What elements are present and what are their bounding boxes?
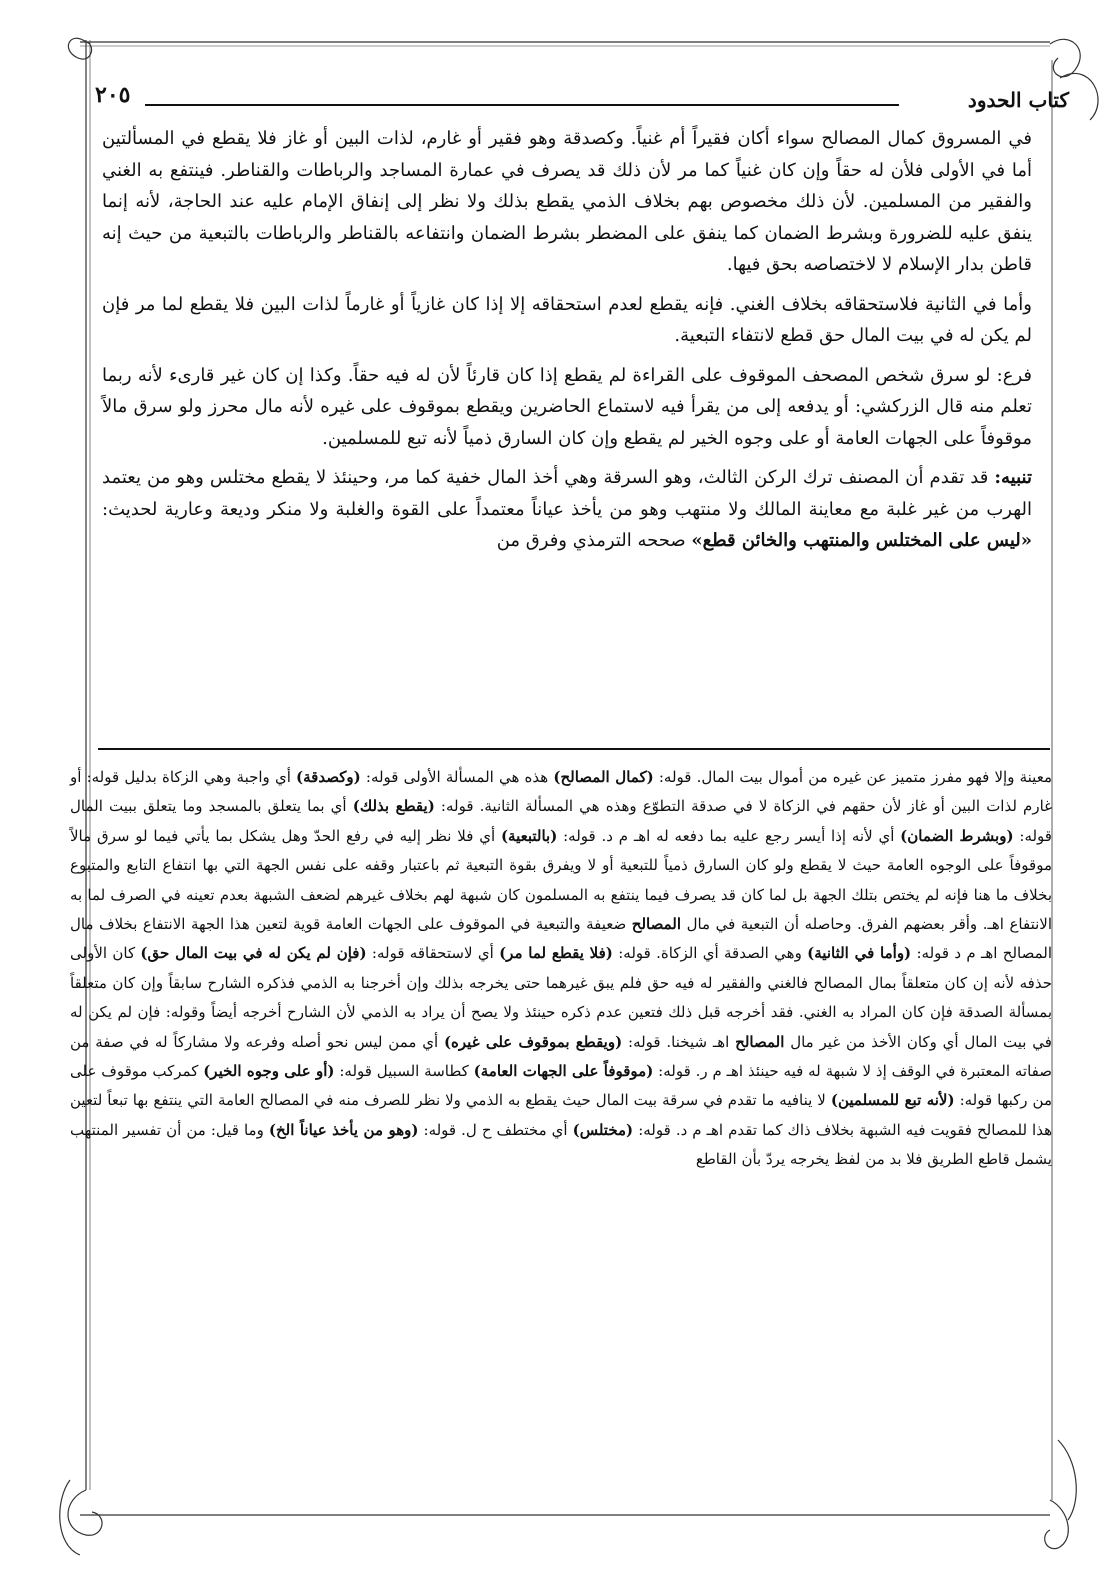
commentary-keyword: المصالح: [735, 1032, 785, 1051]
commentary-paragraph: [70, 763, 1052, 1175]
commentary-text-run: ضعيفة والتبعية في الموقوف على الجهات العامة قوية لتعين هذا الجهة الانتفاع بخلاف مال المصالح اهـ م د قوله:: [70, 915, 1053, 963]
commentary-keyword: (كمال المصالح): [553, 768, 654, 786]
commentary-keyword: (لأنه تبع للمسلمين): [830, 1091, 955, 1110]
commentary-keyword: المصالح: [631, 915, 682, 934]
commentary-keyword: (وكصدقة): [296, 768, 361, 786]
paragraph-text: صححه الترمذي وفرق من: [496, 530, 686, 551]
commentary-text-run: أي فلا نظر إليه في رفع الحدّ وهل يشكل بما يأتي فيما لو سرق مالاً موقوفاً على الوجوه العامة حيث لا يقطع ولو كان السارق ذمياً للتبعية أو لا ويفرق بقوة التبعية ثم باعتبار وقفه على نفس الجهة التي بها انتفاع التابع والمتبوع بخلاف ما هنا فإنه لم يختص بتلك الجهة بل لما كان قد يصرف فيما ينتفع به المسلمون كان شبهة لهم بخلاف غيرهم لضعف الشبهة بعدم تعينه في الصرف لما به الانتفاع اهـ. وأقر بعضهم الفرق. وحاصله أن التبعية في مال: [70, 826, 1052, 934]
commentary-keyword: (وبشرط الضمان): [900, 826, 1014, 845]
commentary-keyword: (بالتبعية): [500, 826, 558, 845]
commentary-text-run: أي واجبة وهي الزكاة بدليل قوله: أو غارم لذات البين أو غاز لأن حقهم في الزكاة لا في صدقة التطوّع وهذه هي المسألة الثانية. قوله:: [70, 768, 1052, 816]
page-header: [95, 82, 1069, 118]
commentary-keyword: (يقطع بذلك): [352, 797, 435, 816]
paragraph: [102, 360, 1032, 455]
main-text: [102, 123, 1032, 565]
paragraph: في المسروق كمال المصالح سواء أكان فقيراً أم غنياً. وكصدقة وهو فقير أو غارم، لذات البين أو غاز فلا يقطع في المسألتين أما في الأولى فلأن له حقاً وإن كان غنياً كما مر لأن ذلك قد يصرف في عمارة المساجد والرباطات والقناطر. فينتفع به الغني والفقير من المسلمين. لأن ذلك مخصوص بهم بخلاف الذمي يقطع بذلك ولا نظر إلى إنفاق الإمام عليه عند الحاجة، لأنه إنما ينفق عليه للضرورة وبشرط الضمان كما ينفق على المضطر بشرط الضمان وانتفاعه بالقناطر والرباطات بالتبعية من حيث إنه قاطن بدار الإسلام لا لاختصاصه بحق فيها.: [102, 128, 1033, 275]
paragraph: [102, 289, 1032, 352]
commentary-text-run: هذه هي المسألة الأولى قوله:: [365, 768, 549, 786]
paragraph: [102, 462, 1032, 557]
footnote-divider: [98, 748, 1050, 750]
commentary-text-run: كان الأولى حذفه لأنه إن كان متعلقاً بمال المصالح فالغني والفقير له فيه حق فلم يبق غيرهما حتى يخرجه بذلك وإن أخرجنا به الذمي فذكره الشارح سابقاً وإن كان متعلقاً بمسألة الصدقة فإن كان المراد به الغني. فقد أخرجه قبل ذلك فتعين عدم ذكره حينئذ ولا يصح أن يراد به الذمي لأن الشارح أخرجه أيضاً وقوله: فإن لم يكن له في بيت المال أي وكان الأخذ من غير مال: [70, 944, 1052, 1051]
commentary-text-run: اهـ شيخنا. قوله:: [628, 1032, 730, 1051]
running-title: كتاب الحدود: [967, 88, 1069, 112]
commentary-keyword: (فإن لم يكن له في بيت المال حق): [140, 944, 367, 963]
commentary-text-run: أي ممن ليس نحو أصله وفرعه ولا مشاركاً له في صفة من صفاته المعتبرة في الوقف إذ لا شبهة له فيه حينئذ اهـ م ر. قوله:: [70, 1032, 1052, 1081]
commentary-keyword: (موقوفاً على الجهات العامة): [473, 1062, 654, 1081]
commentary-keyword: (أو على وجوه الخير): [203, 1062, 335, 1081]
commentary-text-run: كطاسة السبيل قوله:: [339, 1062, 469, 1081]
commentary-keyword: (وأما في الثانية): [807, 944, 912, 963]
commentary-text-run: معينة وإلا فهو مفرز متميز عن غيره من أموال بيت المال. قوله:: [658, 768, 1052, 786]
commentary-text-run: لا ينافيه ما تقدم في سرقة بيت المال حيث يقطع به الذمي ولا نظر للصرف منه في المصالح العامة التي ينتفع بها تبعاً لتعين هذا للمصالح فقويت فيه الشبهة بخلاف ذاك كما تقدم اهـ م د. قوله:: [70, 1091, 1053, 1139]
commentary-text-run: وما قيل: من أن تفسير المنتهب يشمل قاطع الطريق فلا بد من لفظ يخرجه يردّ بأن القاطع: [70, 1120, 1052, 1169]
commentary-keyword: (وهو من يأخذ عياناً الخ): [268, 1120, 419, 1139]
commentary-text-run: كمركب موقوف على من ركبها قوله:: [70, 1062, 1052, 1110]
commentary-keyword: (مختلس): [572, 1120, 634, 1139]
commentary-text-run: أي لأنه إذا أيسر رجع عليه بما دفعه له اهـ م د. قوله:: [563, 826, 895, 845]
commentary-text: [70, 763, 1052, 1175]
commentary-text-run: أي مختطف ح ل. قوله:: [423, 1120, 568, 1139]
hadith-quote: «ليس على المختلس والمنتهب والخائن قطع»: [691, 530, 1032, 551]
page-number: ٢٠٥: [95, 82, 131, 108]
commentary-text-run: أي لاستحقاقه قوله:: [371, 944, 494, 963]
commentary-text-run: أي بما يتعلق بالمسجد وما يتعلق ببيت المال قوله:: [70, 797, 1052, 845]
header-rule: [145, 104, 899, 106]
commentary-keyword: (فلا يقطع لما مر): [499, 944, 613, 963]
commentary-keyword: (ويقطع بموقوف على غيره): [443, 1032, 623, 1051]
note-label: تنبيه:: [994, 467, 1032, 488]
paragraph-text: لو سرق شخص المصحف الموقوف على القراءة لم يقطع إذا كان قارئاً لأن له فيه حقاً. وكذا إن كان غير قارىء لأنه ربما تعلم منه قال الزركشي: أو يدفعه إلى من يقرأ فيه لاستماع الحاضرين ويقطع بموقوف على غيره لأنه مال محرز ولو سرق مالاً موقوفاً على الجهات العامة أو على وجوه الخير لم يقطع وإن كان السارق ذمياً لأنه تبع للمسلمين.: [102, 364, 1033, 449]
paragraph-text: وأما في الثانية فلاستحقاقه بخلاف الغني. فإنه يقطع لعدم استحقاقه إلا إذا كان غازياً أو غارماً لذات البين فلا يقطع لما مر فإن لم يكن له في بيت المال حق قطع لانتفاء التبعية.: [102, 293, 1032, 346]
branch-label: فرع:: [996, 364, 1032, 386]
commentary-text-run: وهي الصدقة أي الزكاة. قوله:: [618, 944, 802, 963]
paragraph-text: قد تقدم أن المصنف ترك الركن الثالث، وهو السرقة وهي أخذ المال خفية كما مر، وحينئذ لا يقطع مختلس وهو من يعتمد الهرب من غير غلبة مع معاينة المالك ولا منتهب وهو من يأخذ عياناً معتمداً على القوة والغلبة ولا منكر وديعة وعارية لحديث:: [102, 467, 1032, 520]
